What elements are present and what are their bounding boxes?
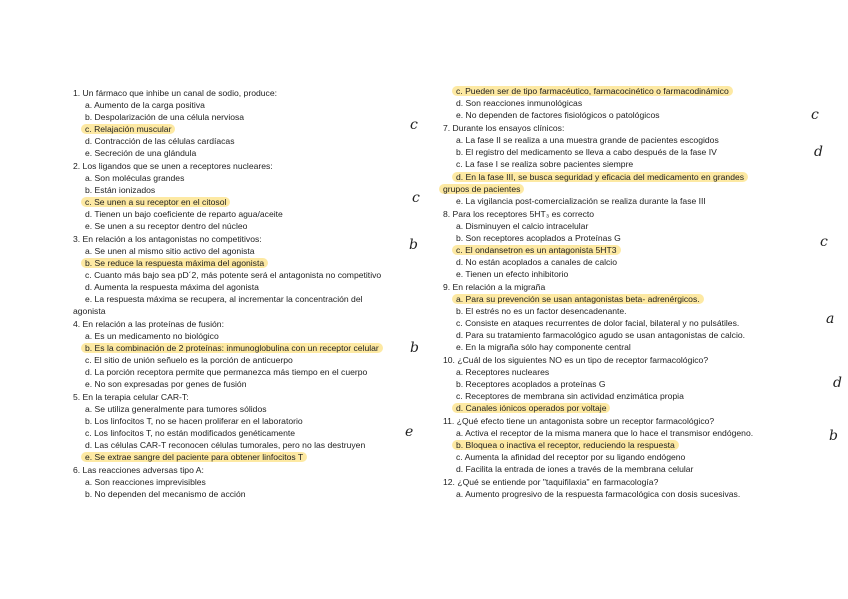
- answer-option: a. Son moléculas grandes: [85, 173, 185, 183]
- answer-option: d. En la fase III, se busca seguridad y eficacia del medicamento en grandes: [452, 172, 748, 182]
- answer-option: c. Consiste en ataques recurrentes de dolor facial, bilateral y no pulsátiles.: [456, 318, 740, 328]
- handwritten-answer: c: [410, 117, 418, 133]
- answer-option: e. En la migraña sólo hay componente central: [456, 342, 631, 352]
- answer-option: d. Son reacciones inmunológicas: [456, 98, 583, 108]
- handwritten-answer: b: [410, 340, 419, 356]
- answer-option: d. Canales iónicos operados por voltaje: [452, 403, 610, 413]
- question-text: 1. Un fármaco que inhibe un canal de sodio, produce:: [73, 88, 277, 98]
- answer-option: b. El registro del medicamento se lleva a cabo después de la fase IV: [456, 147, 717, 157]
- answer-option: d. Tienen un bajo coeficiente de reparto agua/aceite: [85, 209, 283, 219]
- handwritten-answer: b: [829, 428, 838, 444]
- answer-option: b. El estrés no es un factor desencadenante.: [456, 306, 627, 316]
- answer-option: c. La fase I se realiza sobre pacientes siempre: [456, 159, 634, 169]
- answer-option: a. Para su prevención se usan antagonistas beta- adrenérgicos.: [452, 294, 704, 304]
- answer-option: a. La fase II se realiza a una muestra grande de pacientes escogidos: [456, 135, 719, 145]
- handwritten-answer: d: [814, 144, 823, 160]
- handwritten-answer: c: [820, 234, 828, 250]
- handwritten-answer: b: [409, 237, 418, 253]
- answer-option: d. No están acoplados a canales de calcio: [456, 257, 617, 267]
- answer-option: d. Contracción de las células cardíacas: [85, 136, 235, 146]
- handwritten-answer: d: [833, 375, 842, 391]
- handwritten-answer: c: [412, 190, 420, 206]
- question-text: 11. ¿Qué efecto tiene un antagonista sobre un receptor farmacológico?: [443, 416, 715, 426]
- answer-option: e. La respuesta máxima se recupera, al incrementar la concentración del: [85, 294, 363, 304]
- question-text: 3. En relación a los antagonistas no competitivos:: [73, 234, 262, 244]
- answer-option: c. El sitio de unión señuelo es la porción de anticuerpo: [85, 355, 293, 365]
- handwritten-answer: e: [405, 424, 414, 440]
- answer-option: e. Secreción de una glándula: [85, 148, 197, 158]
- question-text: 9. En relación a la migraña: [443, 282, 546, 292]
- handwritten-answer: c: [811, 107, 819, 123]
- question-text: 10. ¿Cuál de los siguientes NO es un tipo de receptor farmacológico?: [443, 355, 709, 365]
- answer-option: e. Se extrae sangre del paciente para obtener linfocitos T: [81, 452, 307, 462]
- question-text: 8. Para los receptores 5HT₃ es correcto: [443, 209, 595, 219]
- answer-option: c. Receptores de membrana sin actividad enzimática propia: [456, 391, 684, 401]
- answer-option: e. Tienen un efecto inhibitorio: [456, 269, 569, 279]
- answer-option: b. Se reduce la respuesta máxima del agonista: [81, 258, 268, 268]
- answer-option: grupos de pacientes: [439, 184, 524, 194]
- question-text: 12. ¿Qué se entiende por "taquifilaxia" en farmacología?: [443, 477, 659, 487]
- answer-option: b. Es la combinación de 2 proteínas: inmunoglobulina con un receptor celular: [81, 343, 383, 353]
- answer-option: a. Es un medicamento no biológico: [85, 331, 219, 341]
- answer-option: c. Relajación muscular: [81, 124, 175, 134]
- answer-option: b. Despolarización de una célula nerviosa: [85, 112, 245, 122]
- answer-option: c. Se unen a su receptor en el citosol: [81, 197, 230, 207]
- answer-option: c. Pueden ser de tipo farmacéutico, farmacocinético o farmacodinámico: [452, 86, 733, 96]
- answer-option: a. Aumento de la carga positiva: [85, 100, 205, 110]
- answer-option: b. No dependen del mecanismo de acción: [85, 489, 246, 499]
- handwritten-answer: a: [826, 311, 835, 327]
- answer-option: d. Para su tratamiento farmacológico agudo se usan antagonistas de calcio.: [456, 330, 746, 340]
- answer-option: e. No son expresadas por genes de fusión: [85, 379, 247, 389]
- answer-option: a. Aumento progresivo de la respuesta farmacológica con dosis sucesivas.: [456, 489, 741, 499]
- answer-option: a. Son reacciones imprevisibles: [85, 477, 206, 487]
- answer-option: a. Activa el receptor de la misma manera que lo hace el transmisor endógeno.: [456, 428, 754, 438]
- answer-option: c. Los linfocitos T, no están modificados genéticamente: [85, 428, 296, 438]
- question-text: 4. En relación a las proteínas de fusión:: [73, 319, 224, 329]
- answer-option: a. Receptores nucleares: [456, 367, 550, 377]
- answer-option: b. Están ionizados: [85, 185, 156, 195]
- answer-option: d. Aumenta la respuesta máxima del agonista: [85, 282, 259, 292]
- answer-option: d. Las células CAR-T reconocen células tumorales, pero no las destruyen: [85, 440, 366, 450]
- answer-option: e. Se unen a su receptor dentro del núcleo: [85, 221, 248, 231]
- answer-option: c. Cuanto más bajo sea pD´2, más potente será el antagonista no competitivo: [85, 270, 382, 280]
- answer-option: e. La vigilancia post-comercialización se realiza durante la fase III: [456, 196, 706, 206]
- answer-option: a. Se utiliza generalmente para tumores sólidos: [85, 404, 267, 414]
- question-text: 2. Los ligandos que se unen a receptores nucleares:: [73, 161, 273, 171]
- question-text: 6. Las reacciones adversas tipo A:: [73, 465, 204, 475]
- answer-option: c. Aumenta la afinidad del receptor por su ligando endógeno: [456, 452, 686, 462]
- answer-option: b. Receptores acoplados a proteínas G: [456, 379, 606, 389]
- answer-option: agonista: [73, 306, 106, 316]
- answer-option: b. Los linfocitos T, no se hacen proliferar en el laboratorio: [85, 416, 303, 426]
- answer-option: d. La porción receptora permite que permanezca más tiempo en el cuerpo: [85, 367, 368, 377]
- question-text: 7. Durante los ensayos clínicos:: [443, 123, 565, 133]
- question-text: 5. En la terapia celular CAR-T:: [73, 392, 189, 402]
- answer-option: b. Son receptores acoplados a Proteínas G: [456, 233, 621, 243]
- answer-option: b. Bloquea o inactiva el receptor, reduciendo la respuesta: [452, 440, 679, 450]
- answer-option: a. Se unen al mismo sitio activo del agonista: [85, 246, 255, 256]
- answer-option: d. Facilita la entrada de iones a través de la membrana celular: [456, 464, 694, 474]
- answer-option: a. Disminuyen el calcio intracelular: [456, 221, 589, 231]
- answer-option: e. No dependen de factores fisiológicos o patológicos: [456, 110, 660, 120]
- answer-option: c. El ondansetron es un antagonista 5HT3: [452, 245, 621, 255]
